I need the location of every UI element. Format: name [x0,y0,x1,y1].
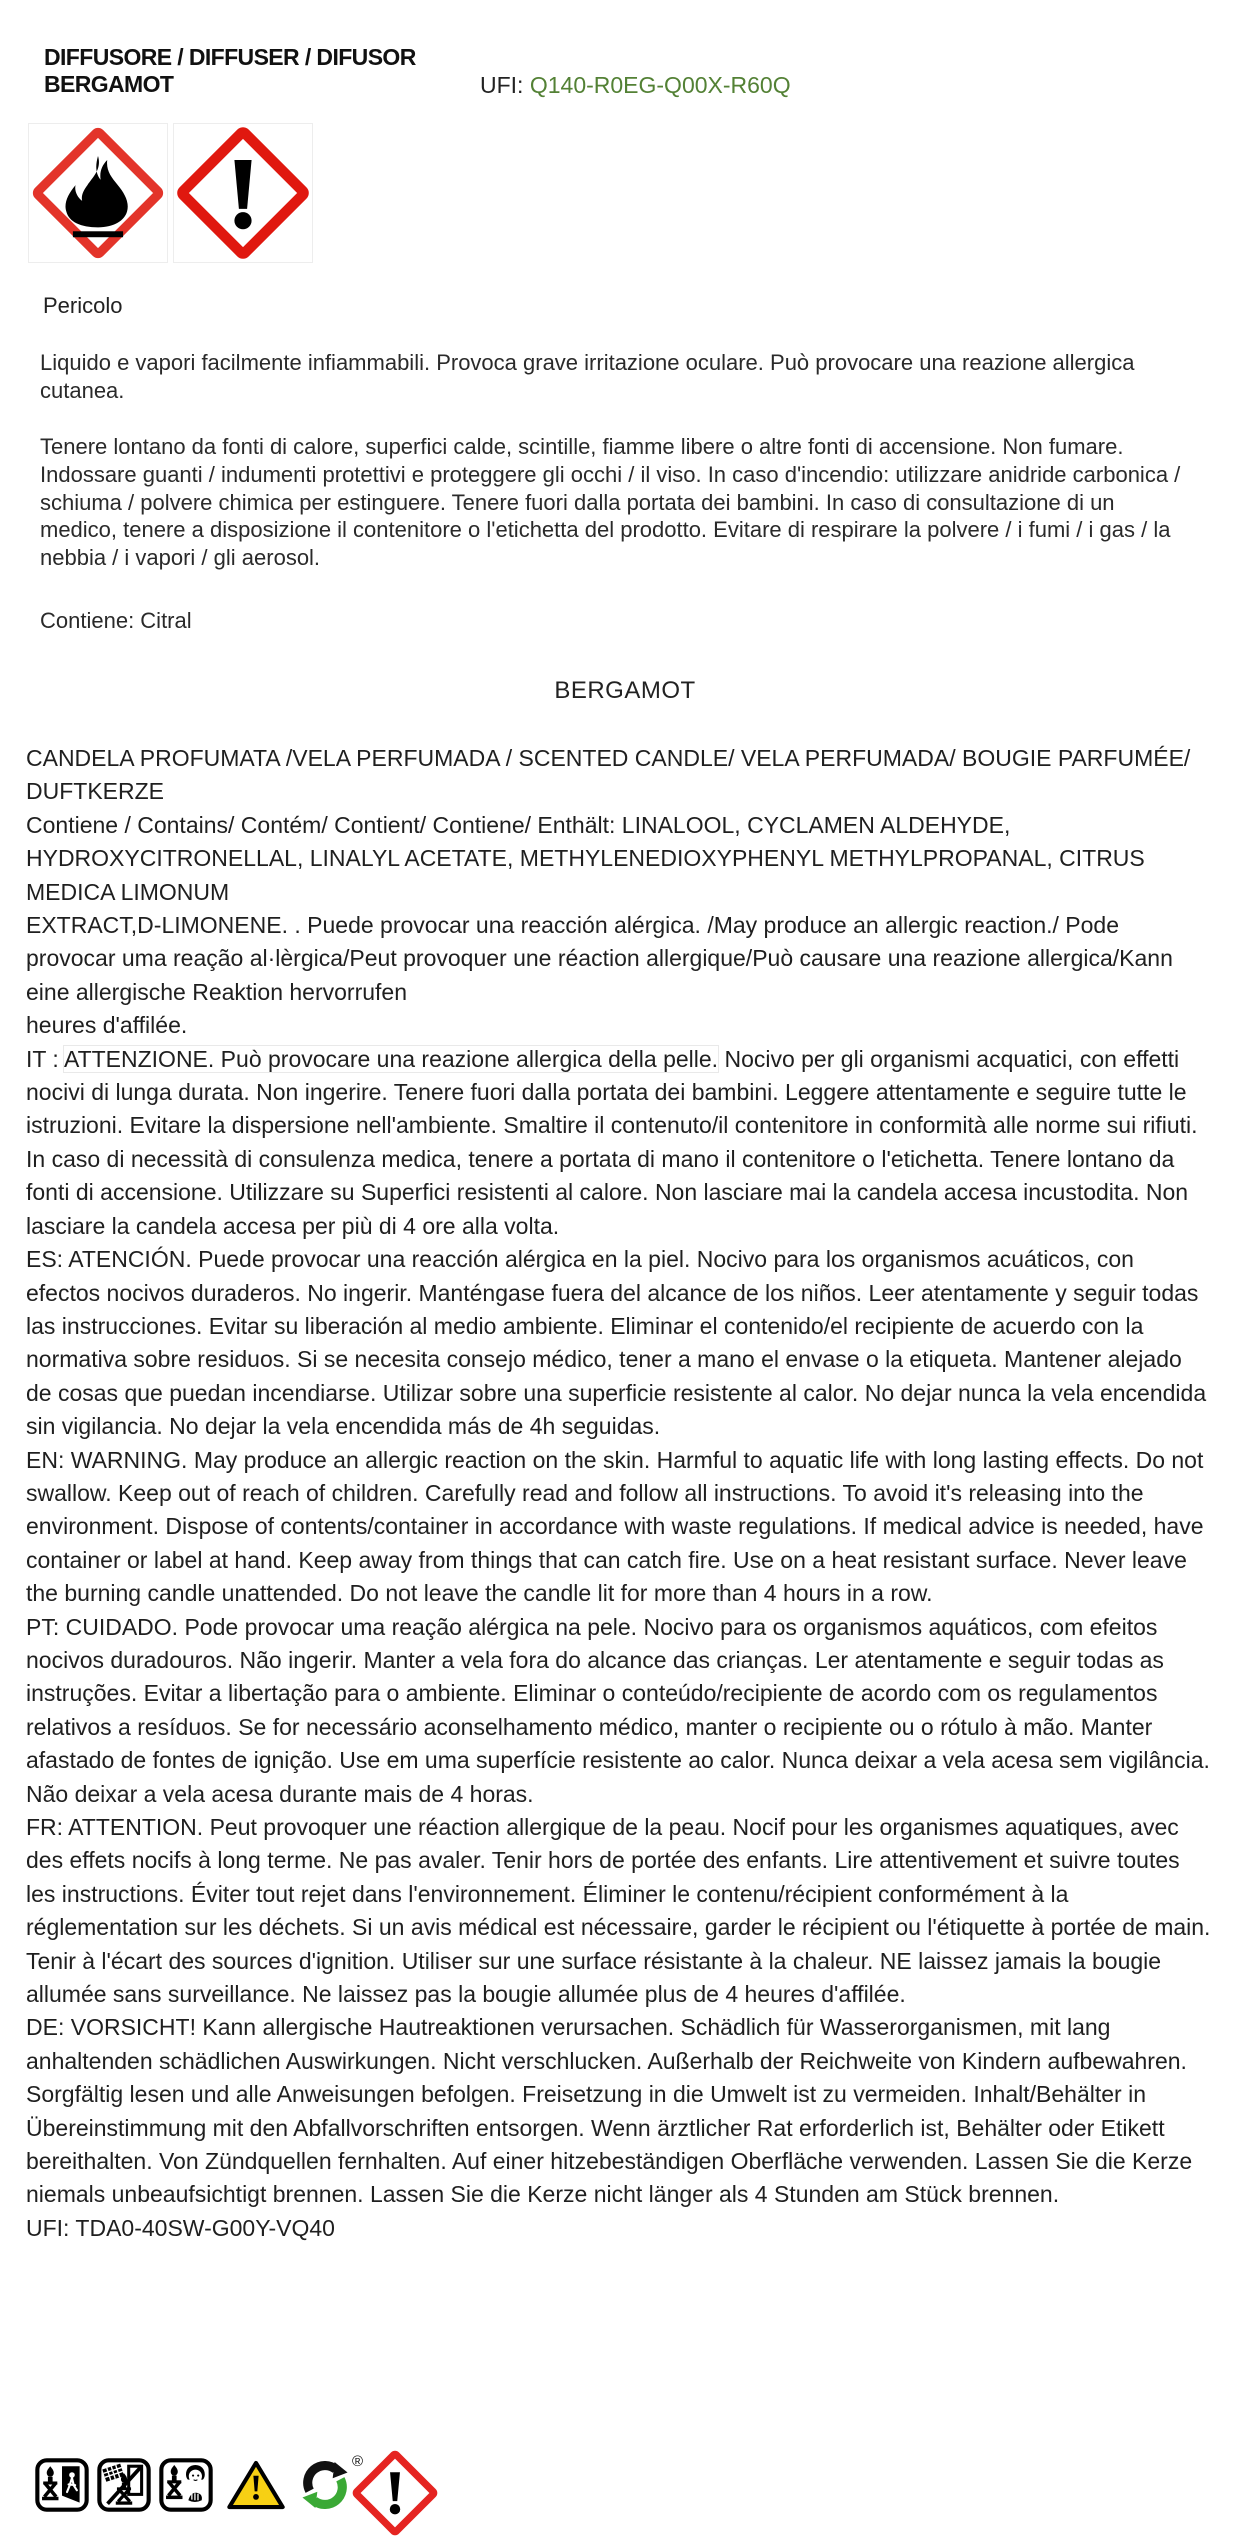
keep-out-of-reach-of-children-icon [159,2458,213,2512]
signal-word: Pericolo [43,293,123,318]
registered-mark: ® [351,2453,363,2470]
paragraph-en: EN: WARNING. May produce an allergic reaction on the skin. Harmful to aquatic life with long lasting effects. Do not swallow. Keep out of reach of children. Carefully read and follow all instructions. To avoid it's releasing into the environment. Dispose of contents/container in accordance with waste regulations. If medical advice is needed, have container or label at hand. Keep away from things that can catch fire. Use on a heat resistant surface. Never leave the burning candle unattended. Do not leave the candle lit for more than 4 hours in a row. [26,1446,1204,1607]
footer-icon-row [35,2453,363,2512]
paragraph-pt: PT: CUIDADO. Pode provocar uma reação alérgica na pele. Nocivo para os organismos aquáticos, com efeitos nocivos duradouros. Não ingerir. Manter a vela fora do alcance das crianças. Ler atentamente e seguir todas as instruções. Evitar a libertação para o ambiente. Eliminar o conteúdo/recipiente de acordo com os regulamentos relativos a resíduos. Se for necessário aconselhamento médico, manter o recipiente ou o rótulo à mão. Manter afastado de fontes de ignição. Use em uma superfície resistente ao calor. Nunca deixar a vela acesa sem vigilância. Não deixar a vela acesa durante mais de 4 horas. [26,1613,1210,1807]
exclamation-mark-icon [177,127,309,259]
orphan-line: heures d'affilée. [26,1012,188,1039]
flame-icon [32,127,164,259]
exclamation-mark-icon [350,2448,440,2538]
multilingual-block [26,742,1212,2245]
hazard-statements: Liquido e vapori facilmente infiammabili. Provoca grave irritazione oculare. Può provocare una reazione allergica cutanea. [40,350,1135,403]
product-title-line2: BERGAMOT [44,71,174,97]
product-title-line1: DIFFUSORE / DIFFUSER / DIFUSOR [44,44,416,70]
it-highlight: ATTENZIONE. Può provocare una reazione allergica della pelle. [63,1045,719,1072]
contains-allergens-line: Contiene / Contains/ Contém/ Contient/ Contiene/ Enthält: LINALOOL, CYCLAMEN ALDEHYDE, HYDROXYCITRONELLAL, LINALYL ACETATE, METHYLENEDIOXYPHENYL METHYLPROPANAL, CITRUS MEDICA LIMONUM [26,811,1145,905]
precautionary-statements: Tenere lontano da fonti di calore, superfici calde, scintille, fiamme libere o altre fonti di accensione. Non fumare. Indossare guanti / indumenti protettivi e proteggere gli occhi / il viso. In caso d'incendio: utilizzare anidride carbonica / schiuma / polvere chimica per estinguere. Tenere fuori dalla portata dei bambini. In caso di consultazione di un medico, tenere a disposizione il contenitore o l'etichetta del prodotto. Evitare di respirare la polvere / i fumi / i gas / la nebbia / i vapori / gli aerosol. [40,434,1181,571]
it-prefix: IT : [26,1045,64,1072]
ufi-label: UFI: [480,72,524,98]
it-rest: Nocivo per gli organismi acquatici, con effetti nocivi di lunga durata. Non ingerire. Tenere fuori dalla portata dei bambini. Leggere attentamente e seguire tutte le istruzioni. Evitare la dispersione nell'ambiente. Smaltire il contenuto/il contenitore in conformità alle norme sui rifiuti. In caso di necessità di consulenza medica, tenere a portata di mano il contenitore o l'etichetta. Tenere lontano da fonti di accensione. Utilizzare su Superfici resistenti al calore. Non lasciare mai la candela accesa incustodita. Non lasciare la candela accesa per più di 4 ore alla volta. [26,1045,1198,1239]
ufi-bottom-line: UFI: TDA0-40SW-G00Y-VQ40 [26,2214,335,2241]
paragraph-it [26,1043,1212,1243]
footer-ghs-exclamation-pictogram [350,2448,440,2538]
keep-away-from-flammable-objects-icon [97,2458,151,2512]
green-point-recycling-icon [301,2453,363,2509]
paragraph-fr: FR: ATTENTION. Peut provoquer une réaction allergique de la peau. Nocif pour les organismes aquatiques, avec des effets nocifs à long terme. Ne pas avaler. Tenir hors de portée des enfants. Lire attentivement et suivre toutes les instructions. Éviter tout rejet dans l'environnement. Éliminer le contenu/récipient conformément à la réglementation sur les déchets. Si un avis médical est nécessaire, garder le récipient ou l'étiquette à portée de main. Tenir à l'écart des sources d'ignition. Utiliser sur une surface résistante à la chaleur. NE laissez jamais la bougie allumée sans surveillance. Ne laissez pas la bougie allumée plus de 4 heures d'affilée. [26,1814,1211,2008]
extract-allergic-line: EXTRACT,D-LIMONENE. . Puede provocar una reacción alérgica. /May produce an allergic reaction./ Pode provocar uma reação al·lèrgica/Peut provoquer une réaction allergique/Può causare una reazione allergica/Kann eine allergische Reaktion hervorrufen [26,912,1173,1005]
ufi-top-line [480,72,791,99]
never-leave-burning-candle-unattended-icon [35,2458,89,2512]
contains-line: Contiene: Citral [40,608,192,633]
ghs-exclamation-pictogram [173,123,313,263]
warning-triangle-icon [227,2459,285,2511]
paragraph-de: DE: VORSICHT! Kann allergische Hautreaktionen verursachen. Schädlich für Wasserorganismen, mit lang anhaltenden schädlichen Auswirkungen. Nicht verschlucken. Außerhalb der Reichweite von Kindern aufbewahren. Sorgfältig lesen und alle Anweisungen befolgen. Freisetzung in die Umwelt ist zu vermeiden. Inhalt/Behälter in Übereinstimmung mit den Abfallvorschriften entsorgen. Wenn ärztlicher Rat erforderlich ist, Behälter oder Etikett bereithalten. Von Zündquellen fernhalten. Auf einer hitzebeständigen Oberfläche verwenden. Lassen Sie die Kerze niemals unbeaufsichtigt brennen. Lassen Sie die Kerze nicht länger als 4 Stunden am Stück brennen. [26,2014,1193,2208]
fragrance-name: BERGAMOT [554,677,696,704]
ghs-flammable-pictogram [28,123,168,263]
ufi-code-top: Q140-R0EG-Q00X-R60Q [529,72,791,98]
product-type-line: CANDELA PROFUMATA /VELA PERFUMADA / SCENTED CANDLE/ VELA PERFUMADA/ BOUGIE PARFUMÉE/ DUFTKERZE [26,745,1191,805]
paragraph-es: ES: ATENCIÓN. Puede provocar una reacción alérgica en la piel. Nocivo para los organismos acuáticos, con efectos nocivos duraderos. No ingerir. Manténgase fuera del alcance de los niños. Leer atentamente y seguir todas las instrucciones. Evitar su liberación al medio ambiente. Eliminar el contenido/el recipiente de acuerdo con la normativa sobre residuos. Si se necesita consejo médico, tener a mano el envase o la etiqueta. Mantener alejado de cosas que puedan incendiarse. Utilizar sobre una superficie resistente al calor. No dejar nunca la vela encendida sin vigilancia. No dejar la vela encendida más de 4h seguidas. [26,1246,1207,1440]
